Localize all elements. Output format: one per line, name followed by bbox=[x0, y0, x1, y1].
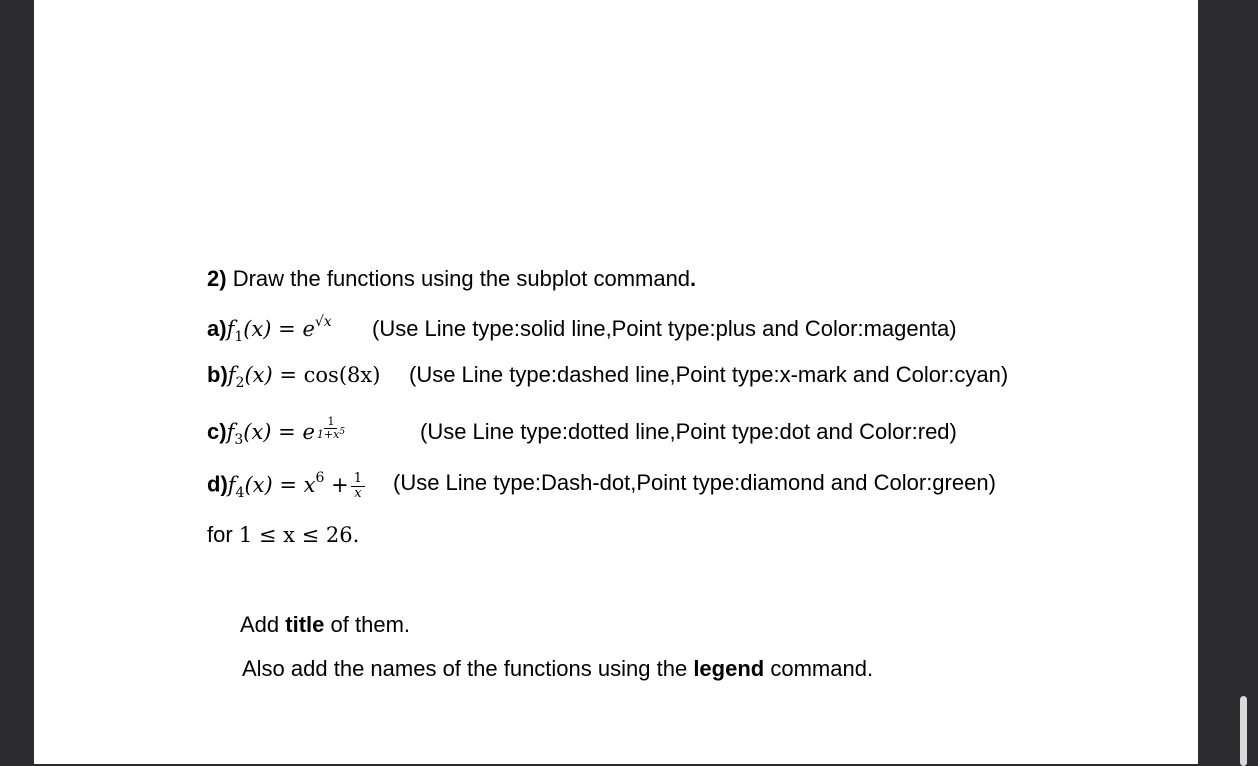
item-c-label: c) bbox=[207, 419, 227, 444]
title-note bbox=[240, 614, 410, 636]
scrollbar-thumb[interactable] bbox=[1240, 696, 1247, 766]
title-note-pre: Add bbox=[240, 612, 280, 637]
item-d bbox=[207, 469, 367, 501]
item-d-formula: $f_4(x) = x^6$ + $\frac{1}{x}$ bbox=[228, 473, 367, 497]
item-b-label: b) bbox=[207, 362, 228, 387]
item-b-instruction: (Use Line type:dashed line,Point type:x-mark and Color:cyan) bbox=[409, 362, 1009, 387]
item-c-formula: $f_3(x) = e$ $\frac{1}{1+x^5}$ bbox=[226, 415, 346, 448]
domain-range bbox=[207, 524, 359, 546]
legend-note-keyword: legend bbox=[693, 656, 765, 681]
item-a-instruction: (Use Line type:solid line,Point type:plus and Color:magenta) bbox=[372, 316, 957, 341]
problem-number: 2) bbox=[207, 266, 227, 291]
item-a-label: a) bbox=[207, 316, 227, 341]
item-c bbox=[207, 415, 347, 455]
legend-note bbox=[242, 658, 873, 680]
title-note-post: of them. bbox=[330, 612, 411, 637]
range-prefix: for bbox=[207, 522, 233, 547]
title-note-keyword: title bbox=[285, 612, 325, 637]
item-b-formula: $f_2(x) = \cos(8x)$ bbox=[227, 363, 381, 391]
legend-note-pre: Also add the names of the functions using the bbox=[242, 656, 688, 681]
item-a bbox=[207, 314, 332, 345]
legend-note-post: command. bbox=[770, 656, 874, 681]
problem-prompt: Draw the functions using the subplot command bbox=[232, 266, 691, 291]
item-d-label: d) bbox=[207, 471, 228, 497]
problem-prompt-end: . bbox=[690, 266, 697, 291]
range-expr: 1 ≤ x ≤ 26. bbox=[238, 523, 360, 547]
item-a-formula: $f_1(x) = e^{√x}$ bbox=[226, 314, 332, 345]
problem-heading bbox=[207, 268, 696, 290]
item-c-instruction: (Use Line type:dotted line,Point type:dot and Color:red) bbox=[420, 419, 957, 444]
item-b bbox=[207, 362, 381, 391]
item-d-instruction: (Use Line type:Dash-dot,Point type:diamond and Color:green) bbox=[393, 470, 996, 495]
